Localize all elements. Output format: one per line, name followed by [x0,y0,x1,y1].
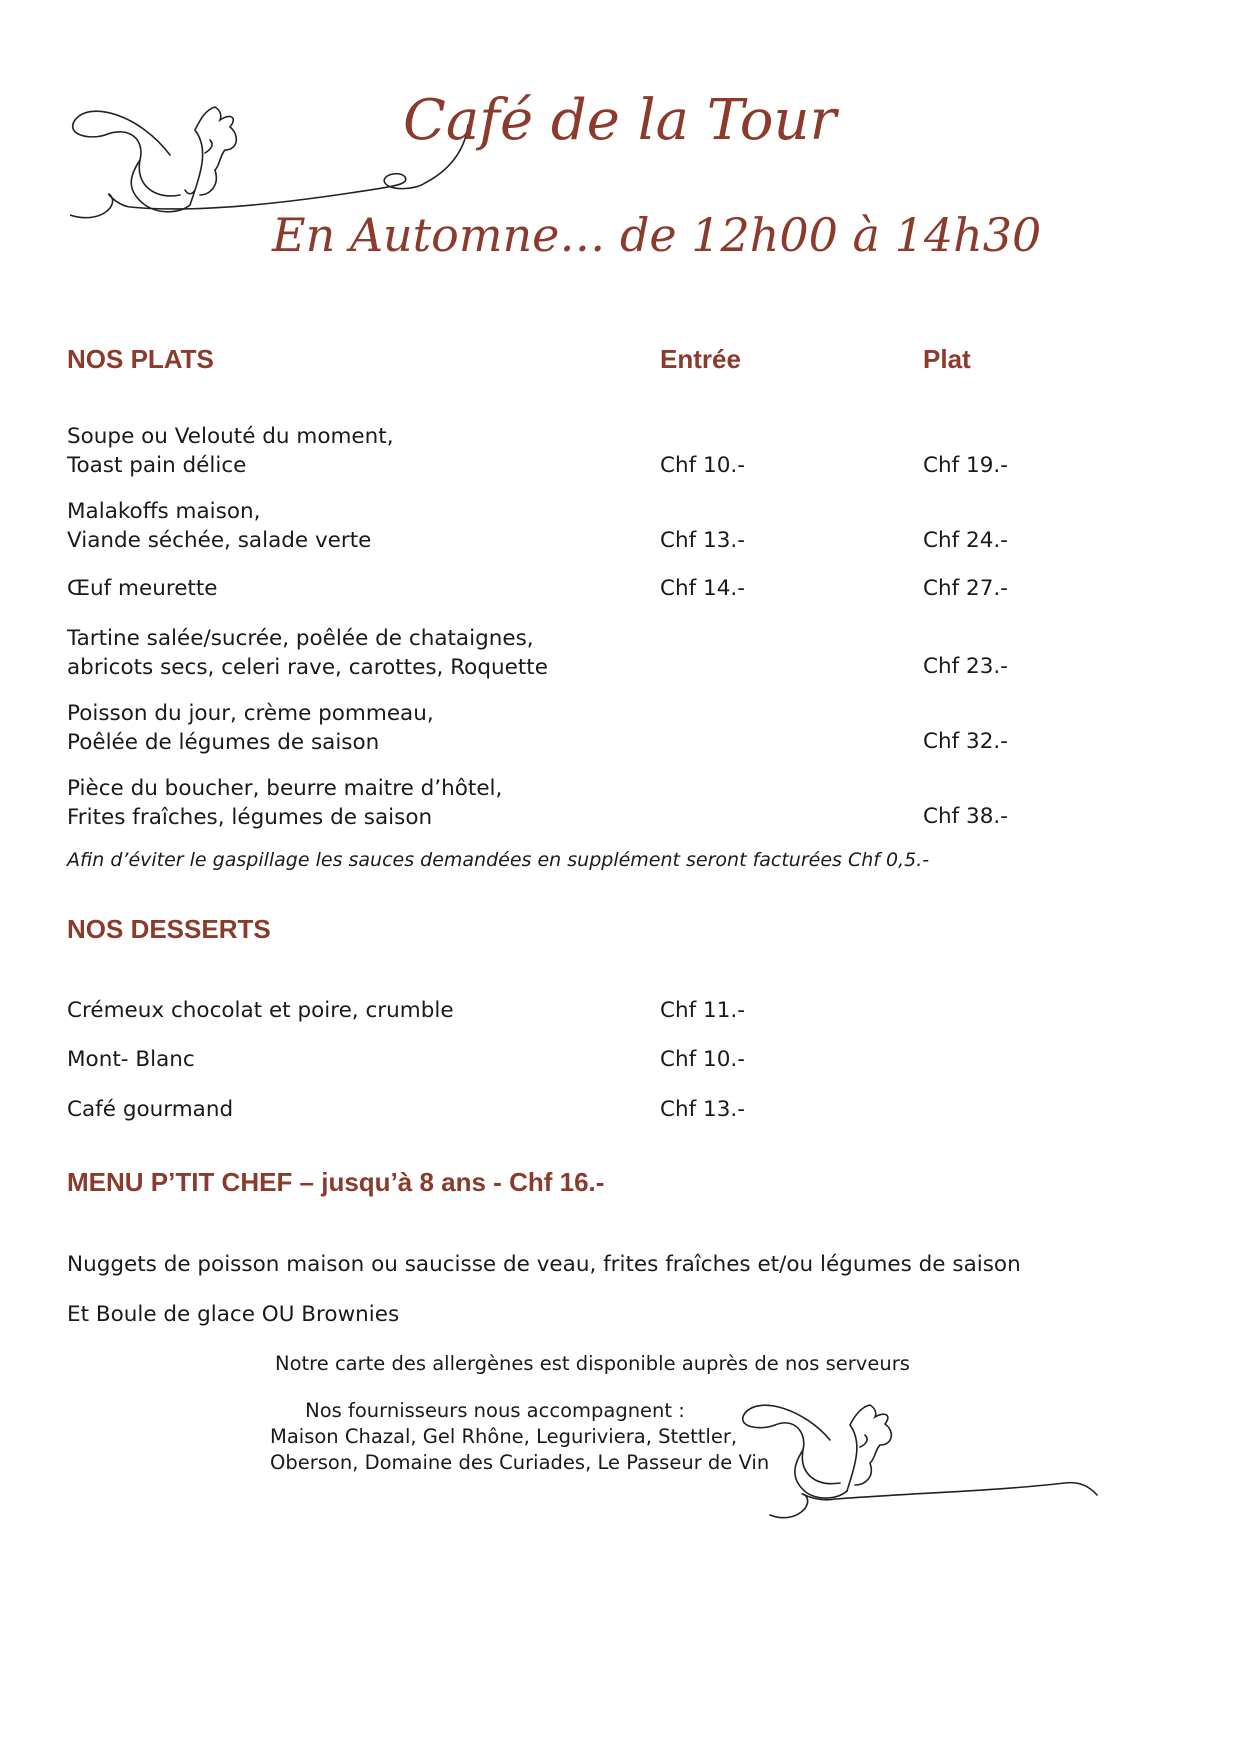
dessert-price: Chf 10.- [660,1047,745,1072]
page-subtitle: En Automne… de 12h00 à 14h30 [272,208,1042,262]
price-plat: Chf 27.- [923,576,1008,601]
price-entree: Chf 14.- [660,576,745,601]
price-entree: Chf 13.- [660,528,745,553]
menu-item-poisson: Poisson du jour, crème pommeau, Poêlée de légumes de saison [67,701,434,755]
dessert-item: Mont- Blanc [67,1047,195,1072]
kids-menu-line: Nuggets de poisson maison ou saucisse de veau, frites fraîches et/ou légumes de saison [67,1252,1021,1277]
column-header-plat: Plat [923,344,971,374]
section-heading-plats: NOS PLATS [67,344,214,374]
dessert-price: Chf 11.- [660,998,745,1023]
price-plat: Chf 19.- [923,453,1008,478]
kids-menu-line: Et Boule de glace OU Brownies [67,1302,400,1327]
sauce-note: Afin d’éviter le gaspillage les sauces demandées en supplément seront facturées Chf 0,5.- [67,849,930,871]
column-header-entree: Entrée [660,344,741,374]
price-plat: Chf 23.- [923,654,1008,679]
allergens-note: Notre carte des allergènes est disponible auprès de nos serveurs [275,1352,910,1375]
price-plat: Chf 38.- [923,804,1008,829]
squirrel-logo-bottom [735,1395,1105,1535]
price-entree: Chf 10.- [660,453,745,478]
menu-item-soupe: Soupe ou Velouté du moment, Toast pain délice [67,424,394,478]
dessert-item: Crémeux chocolat et poire, crumble [67,998,454,1023]
price-plat: Chf 24.- [923,528,1008,553]
price-plat: Chf 32.- [923,729,1008,754]
menu-item-oeuf: Œuf meurette [67,576,218,601]
section-heading-desserts: NOS DESSERTS [67,914,271,944]
menu-item-tartine: Tartine salée/sucrée, poêlée de chataignes, abricots secs, celeri rave, carottes, Roquette [67,626,548,680]
dessert-price: Chf 13.- [660,1097,745,1122]
menu-item-boucher: Pièce du boucher, beurre maitre d’hôtel, Frites fraîches, légumes de saison [67,776,503,830]
dessert-item: Café gourmand [67,1097,234,1122]
page-title: Café de la Tour [403,88,837,153]
menu-item-malakoffs: Malakoffs maison, Viande séchée, salade verte [67,499,372,553]
suppliers-block: Nos fournisseurs nous accompagnent : Maison Chazal, Gel Rhône, Leguriviera, Stettler, Oberson, Domaine des Curiades, Le Passeur de Vin [270,1399,770,1474]
section-heading-kids: MENU P’TIT CHEF – jusqu’à 8 ans - Chf 16.- [67,1167,605,1197]
